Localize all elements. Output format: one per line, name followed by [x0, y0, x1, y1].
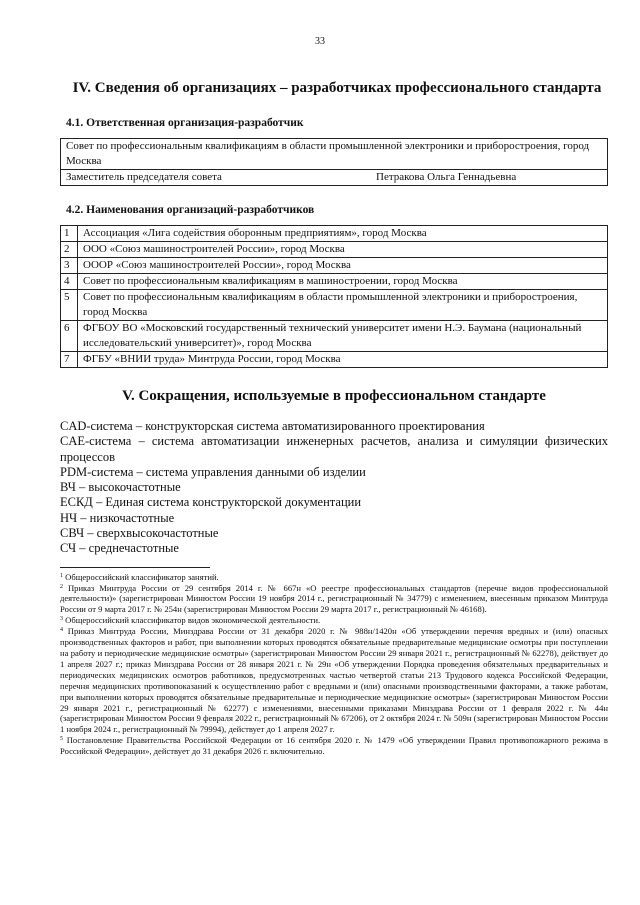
developer-name: ФГБУ «ВНИИ труда» Минтруда России, город Москва: [78, 352, 608, 368]
list-item: CAE-система – система автоматизации инженерных расчетов, анализа и симуляции физических процессов: [60, 434, 608, 464]
table-row: [61, 170, 608, 186]
footnote-marker: 3: [60, 616, 63, 623]
row-number: 4: [61, 274, 78, 290]
footnote: [60, 583, 608, 616]
table-row: [61, 258, 608, 274]
responsible-position: Заместитель председателя совета: [61, 170, 372, 186]
row-number: 6: [61, 321, 78, 352]
row-number: 7: [61, 352, 78, 368]
list-item: PDM-система – система управления данными об изделии: [60, 464, 366, 479]
footnote: [60, 615, 608, 626]
list-item: НЧ – низкочастотные: [60, 510, 175, 525]
developer-name: Ассоциация «Лига содействия оборонным предприятиям», город Москва: [78, 226, 608, 242]
subsection-4-1-title: 4.1. Ответственная организация-разработчик: [66, 117, 304, 129]
responsible-person: Петракова Ольга Геннадьевна: [371, 170, 608, 186]
list-item: СВЧ – сверхвысокочастотные: [60, 526, 219, 541]
table-row: [61, 226, 608, 242]
developers-table: [60, 225, 608, 368]
row-number: 2: [61, 242, 78, 258]
footnote-text: Приказ Минтруда России от 29 сентября 2014 г. № 667н «О реестре профессиональных стандартов (перечне видов профессиональной деятельности)» (зарегистрирован Минюстом России 19 ноября 2014 г., регистрационный № 34779) с изменением, внесенным приказом Минтруда России от 9 марта 2017 г. № 254н (зарегистрирован Минюстом России 29 марта 2017 г., регистрационный № 46168).: [60, 582, 608, 615]
developer-name: ООО «Союз машиностроителей России», город Москва: [78, 242, 608, 258]
developer-name: Совет по профессиональным квалификациям в машиностроении, город Москва: [78, 274, 608, 290]
abbreviations-list: [60, 419, 608, 557]
table-row: [61, 290, 608, 321]
footnote-marker: 2: [60, 583, 63, 590]
list-item: ЕСКД – Единая система конструкторской документации: [60, 495, 362, 510]
footnote-marker: 5: [60, 736, 63, 743]
developer-name: ОООР «Союз машиностроителей России», город Москва: [78, 258, 608, 274]
developer-name: Совет по профессиональным квалификациям в области промышленной электроники и приборостроения, город Москва: [78, 290, 608, 321]
row-number: 1: [61, 226, 78, 242]
developer-name: ФГБОУ ВО «Московский государственный технический университет имени Н.Э. Баумана (национальный исследовательский университет)», город Москва: [78, 321, 608, 352]
table-row: [61, 242, 608, 258]
responsible-organization-name: Совет по профессиональным квалификациям в области промышленной электроники и приборостроения, город Москва: [61, 139, 608, 170]
list-item: СЧ – среднечастотные: [60, 541, 179, 556]
row-number: 5: [61, 290, 78, 321]
footnote-text: Постановление Правительства Российской Федерации от 16 сентября 2020 г. № 1479 «Об утверждении Правил противопожарного режима в Российской Федерации», действует до 31 декабря 2026 г. включительно.: [60, 735, 608, 757]
footnote: [60, 626, 608, 735]
subsection-4-2-title: 4.2. Наименования организаций-разработчиков: [66, 204, 315, 216]
footnote-text: Приказ Минтруда России, Минздрава России от 31 декабря 2020 г. № 988н/1420н «Об утверждении перечня вредных и (или) опасных производственных факторов и работ, при выполнении которых проводятся обязательные предварительные медицинские осмотры при поступлении на работу и периодические медицинские осмотры» (зарегистрирован Минюстом России 29 января 2021 г., регистрационный № 62278), действует до 1 апреля 2027 г.; приказ Минздрава России от 28 января 2021 г. № 29н «Об утверждении Порядка проведения обязательных предварительных и периодических медицинских осмотров работников, предусмотренных частью четвертой статьи 213 Трудового кодекса Российской Федерации, перечня медицинских противопоказаний к осуществлению работ с вредными и (или) опасными производственными факторами, а также работам, при выполнении которых проводятся обязательные предварительные и периодические медицинские осмотры» (зарегистрирован Минюстом России 29 января 2021 г., регистрационный № 62277) с изменениями, внесенными приказами Минздрава России от 1 февраля 2022 г. № 44н (зарегистрирован Минюстом России 9 февраля 2022 г., регистрационный № 67206), от 2 октября 2024 г. № 509н (зарегистрирован Минюстом России 1 ноября 2024 г., регистрационный № 79994), действует до 1 апреля 2027 г.: [60, 626, 608, 735]
responsible-organization-table: [60, 138, 608, 186]
table-row: [61, 139, 608, 170]
footnote-marker: 1: [60, 572, 63, 579]
footnote-marker: 4: [60, 627, 63, 634]
list-item: CAD-система – конструкторская система автоматизированного проектирования: [60, 419, 485, 433]
section-4-title: IV. Сведения об организациях – разработчиках профессионального стандарта: [72, 80, 602, 96]
footnote-text: Общероссийский классификатор видов экономической деятельности.: [65, 615, 321, 626]
table-row: [61, 321, 608, 352]
footnote-text: Общероссийский классификатор занятий.: [65, 571, 219, 582]
page-number: 33: [315, 36, 325, 47]
footnotes: [60, 572, 608, 757]
list-item: ВЧ – высокочастотные: [60, 480, 181, 495]
footnote: [60, 735, 608, 757]
footnote: [60, 572, 608, 583]
footnote-divider: [60, 567, 210, 568]
table-row: [61, 274, 608, 290]
document-body: [60, 80, 608, 757]
section-5-title: V. Сокращения, используемые в профессиональном стандарте: [122, 388, 546, 404]
row-number: 3: [61, 258, 78, 274]
table-row: [61, 352, 608, 368]
